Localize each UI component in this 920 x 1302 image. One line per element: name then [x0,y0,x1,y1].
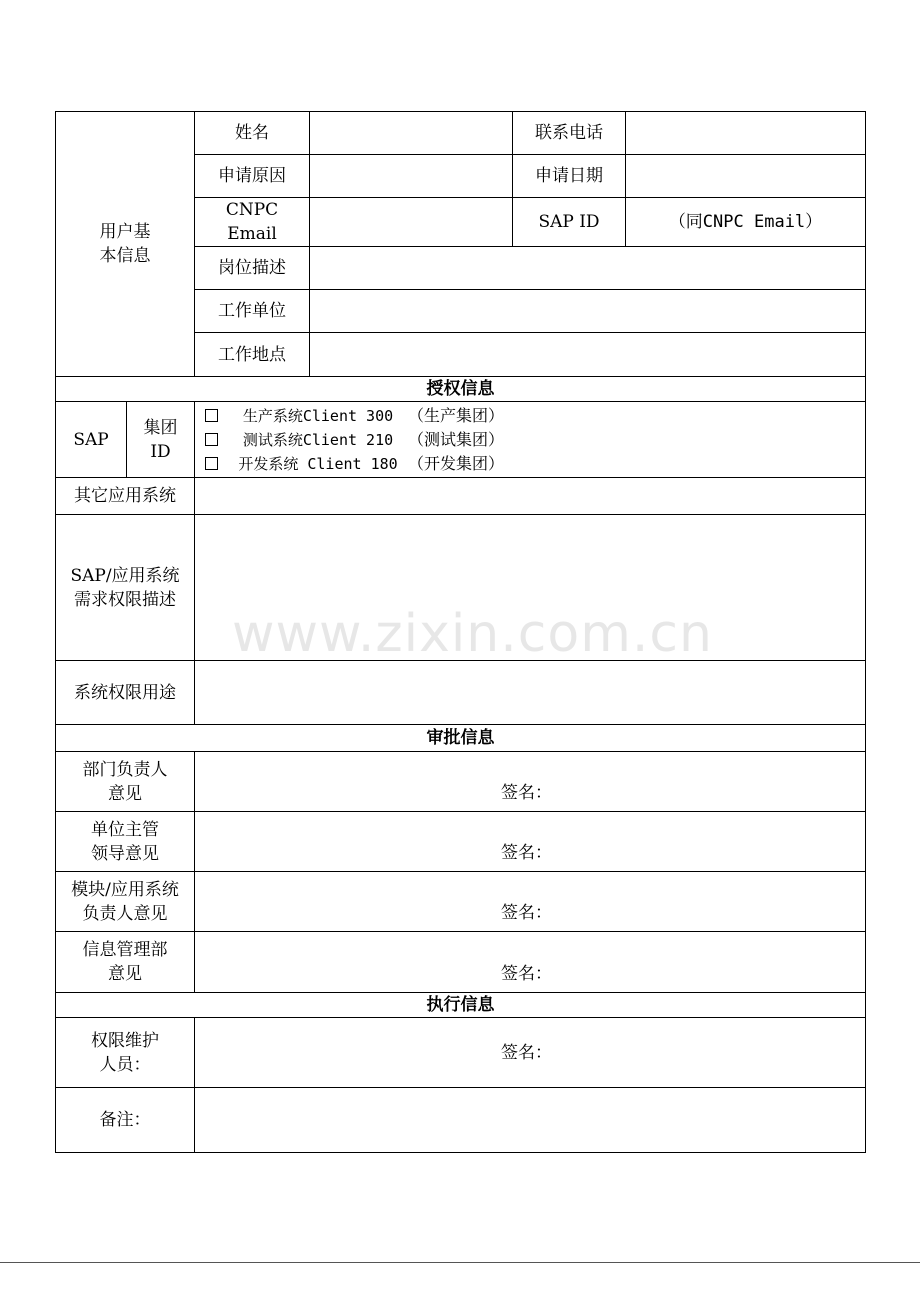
phone-label: 联系电话 [513,112,626,155]
exec-section-title: 执行信息 [56,993,866,1018]
other-systems-field[interactable] [195,478,866,515]
sap-option-system: 开发系统 Client 180 [238,454,398,473]
module-opinion-label: 模块/应用系统 负责人意见 [56,872,195,932]
name-label: 姓名 [195,112,310,155]
sap-option-dev[interactable] [199,452,861,476]
email-label: CNPC Email [195,198,310,247]
remark-label: 备注： [56,1088,195,1153]
phone-field[interactable] [626,112,866,155]
approval-section-title: 审批信息 [56,725,866,752]
sap-client-options [195,402,866,478]
reason-label: 申请原因 [195,155,310,198]
unit-field[interactable] [310,290,866,333]
purpose-label: 系统权限用途 [56,661,195,725]
maintainer-field[interactable] [195,1018,866,1088]
date-field[interactable] [626,155,866,198]
email-field[interactable] [310,198,513,247]
requirement-field[interactable] [195,515,866,661]
it-opinion-field[interactable] [195,932,866,993]
sap-option-system: 测试系统Client 210 [242,430,394,449]
leader-opinion-label: 单位主管 领导意见 [56,812,195,872]
maintainer-label: 权限维护 人员： [56,1018,195,1088]
checkbox-icon[interactable] [205,409,218,422]
purpose-field[interactable] [195,661,866,725]
module-opinion-field[interactable] [195,872,866,932]
sapid-label: SAP ID [513,198,626,247]
remark-field[interactable] [195,1088,866,1153]
dept-opinion-label: 部门负责人 意见 [56,752,195,812]
it-opinion-label: 信息管理部 意见 [56,932,195,993]
sap-label: SAP [56,402,127,478]
signature-label: 签名： [501,903,552,923]
page-bottom-rule [0,1262,920,1263]
sap-option-group: （开发集团） [408,453,505,473]
checkbox-icon[interactable] [205,457,218,470]
requirement-label: SAP/应用系统 需求权限描述 [56,515,195,661]
watermark: www.zixin.com.cn [232,604,713,664]
reason-field[interactable] [310,155,513,198]
client-id-label: 集团 ID [127,402,195,478]
sap-option-group: （测试集团） [408,429,505,449]
sapid-value: （同CNPC Email） [626,198,866,247]
sap-option-system: 生产系统Client 300 [242,406,394,425]
unit-label: 工作单位 [195,290,310,333]
basic-info-group-label: 用户基 本信息 [56,112,195,377]
other-systems-label: 其它应用系统 [56,478,195,515]
sap-option-test[interactable] [199,428,861,452]
auth-section-title: 授权信息 [56,377,866,402]
signature-label: 签名： [501,783,552,803]
dept-opinion-field[interactable] [195,752,866,812]
leader-opinion-field[interactable] [195,812,866,872]
position-label: 岗位描述 [195,247,310,290]
signature-label: 签名： [501,843,552,863]
date-label: 申请日期 [513,155,626,198]
sap-option-group: （生产集团） [408,405,505,425]
name-field[interactable] [310,112,513,155]
location-field[interactable] [310,333,866,377]
sap-option-prod[interactable] [199,404,861,428]
checkbox-icon[interactable] [205,433,218,446]
location-label: 工作地点 [195,333,310,377]
position-field[interactable] [310,247,866,290]
signature-label: 签名： [501,1042,552,1063]
permission-application-form [55,111,866,1153]
signature-label: 签名： [501,964,552,984]
